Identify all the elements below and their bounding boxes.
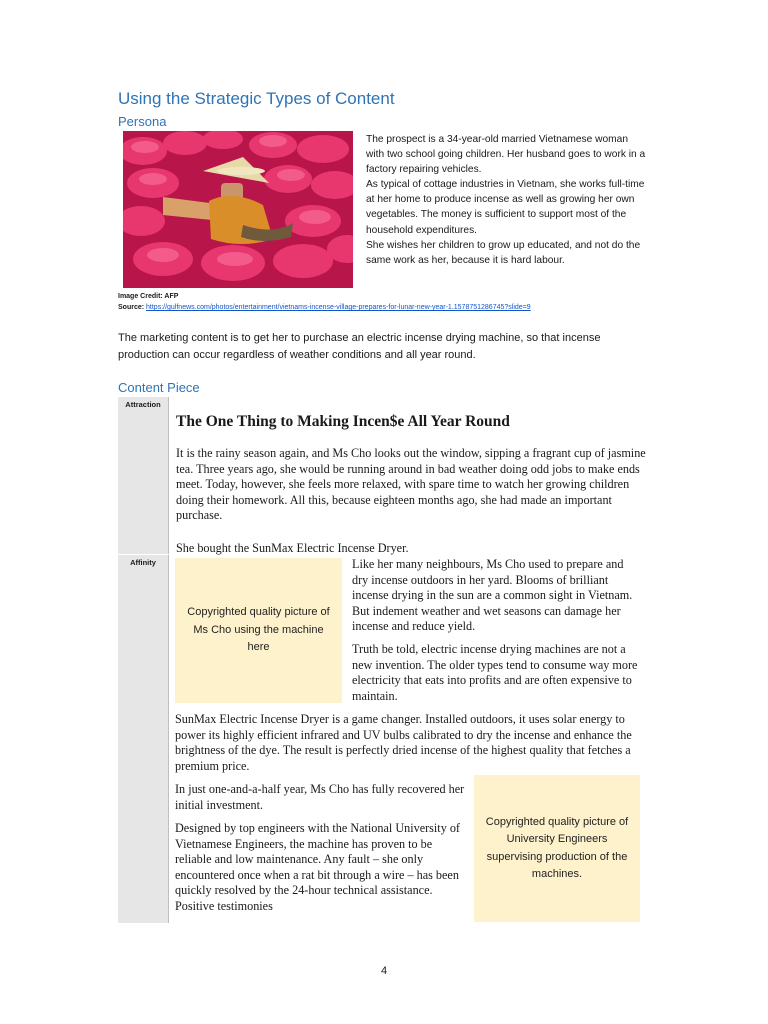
- image-placeholder-ms-cho: [175, 558, 342, 703]
- article-paragraph-2: She bought the SunMax Electric Incense Dryer.: [176, 541, 409, 555]
- image-placeholder-engineers: [474, 775, 640, 922]
- image-credit: Image Credit: AFP: [118, 293, 179, 300]
- placeholder-caption: Copyrighted quality picture of University Engineers supervising production of the machines.: [485, 815, 629, 880]
- article-paragraph-1: It is the rainy season again, and Ms Cho looks out the window, sipping a fragrant cup of jasmine tea. Three years ago, she would be running around in bad weather doing odd jobs to make ends meet. Today, however, she feels more relaxed, with spare time to watch her growing children doing their homework. All this, because eighteen months ago, she had made an important purchase.: [176, 446, 646, 523]
- source-label: Source:: [118, 304, 145, 311]
- intro-paragraph: The marketing content is to get her to purchase an electric incense drying machine, so that incense production can occur regardless of weather conditions and all year round.: [118, 332, 601, 361]
- persona-paragraph: As typical of cottage industries in Vietnam, she works full-time at her home to produce incense as well as growing her own vegetables. The money is sufficient to support most of the household expenditures.: [366, 179, 645, 236]
- affinity-tag: Affinity: [130, 558, 156, 567]
- persona-description: [366, 132, 648, 268]
- source-line: [118, 302, 758, 313]
- attraction-cell: [118, 397, 169, 554]
- content-piece-heading: Content Piece: [118, 380, 200, 395]
- section-heading: Using the Strategic Types of Content: [118, 89, 395, 108]
- page-number: 4: [380, 965, 388, 977]
- article-paragraph-3: Like her many neighbours, Ms Cho used to prepare and dry incense outdoors in her yard. Blooms of brilliant incense drying in the sun are a common sight in Vietnam. But indement weather and wet seasons can damage her incense and reduce yield.: [352, 557, 633, 634]
- article-title: The One Thing to Making Incen$e All Year Round: [176, 413, 510, 430]
- image-credit-block: [118, 291, 758, 313]
- persona-heading: Persona: [118, 114, 167, 129]
- incense-photo: [123, 131, 353, 288]
- incense-photo-illustration: [123, 131, 353, 288]
- source-link[interactable]: https://gulfnews.com/photos/entertainment/vietnams-incense-village-prepares-for-lunar-new-year-1.1578751286745?slide=9: [146, 304, 531, 311]
- article-paragraph-4: Truth be told, electric incense drying machines are not a new invention. The older types tend to consume way more electricity that eats into profits and are often expensive to maintain.: [352, 642, 638, 703]
- persona-paragraph: The prospect is a 34-year-old married Vietnamese woman with two school going children. Her husband goes to work in a factory repairing vehicles.: [366, 134, 646, 176]
- cell-divider: [118, 554, 168, 555]
- persona-paragraph: She wishes her children to grow up educated, and not do the same work as her, because it is hard labour.: [366, 239, 641, 266]
- article-paragraph-5: SunMax Electric Incense Dryer is a game changer. Installed outdoors, it uses solar energy to power its highly efficient infrared and UV bulbs calibrated to dry the incense and enhance the brightness of the dye. The result is perfectly dried incense of the highest quality that fetches a premium price.: [175, 712, 632, 773]
- affinity-cell: [118, 555, 169, 923]
- attraction-tag: Attraction: [125, 400, 161, 409]
- article-paragraph-7: Designed by top engineers with the National University of Vietnamese Engineers, the machine has proven to be reliable and low maintenance. Any fault – she only encountered once when a rat bit through a wire – has been quickly resolved by the 24-hour technical assistance. Positive testimonies: [175, 821, 460, 913]
- placeholder-caption: Copyrighted quality picture of Ms Cho using the machine here: [187, 606, 330, 654]
- article-paragraph-6: In just one-and-a-half year, Ms Cho has fully recovered her initial investment.: [175, 782, 465, 812]
